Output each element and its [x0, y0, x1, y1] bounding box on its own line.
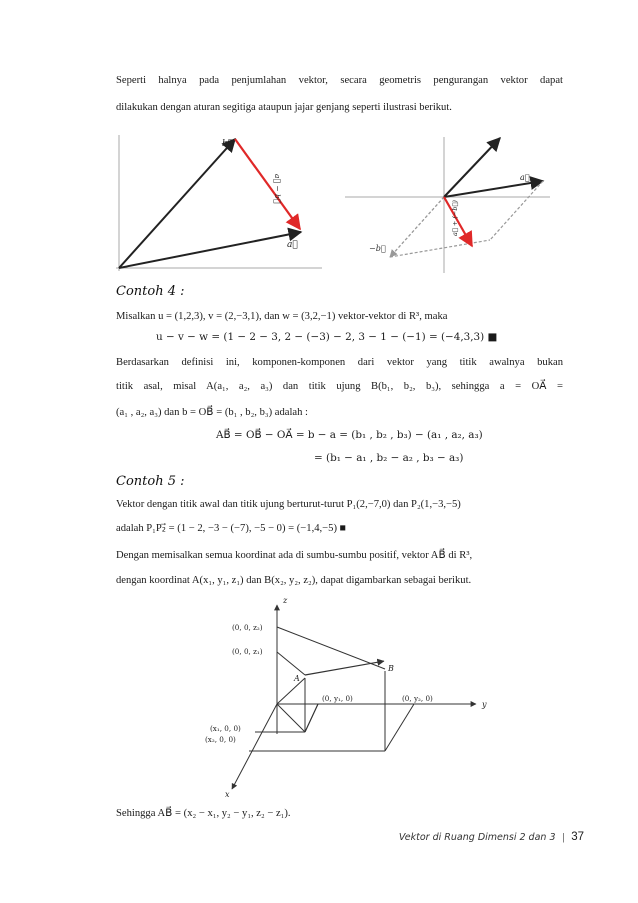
contoh-4-line-1: Misalkan u = (1,2,3), v = (2,−3,1), dan w = (3,2,−1) vektor-vektor di R³, maka [116, 311, 448, 322]
label-a-plus-neg-b: a⃗ + (−b⃗) [451, 200, 459, 236]
dashed-guide-1 [490, 181, 543, 240]
label-neg-b: −b⃗ [369, 244, 386, 253]
label-y1: (0, y₁, 0) [322, 694, 353, 703]
conclusion-line: Sehingga AB⃗ = (x₂ − x₁, y₂ − y₁, z₂ − z₁). [116, 808, 291, 819]
coordinate-3d-figure [232, 605, 476, 789]
right-label-a: a⃗ [520, 173, 530, 182]
right-vector-b-arrow [444, 138, 500, 197]
contoh-4-heading: Contoh 4 : [116, 284, 185, 299]
label-y2: (0, y₂, 0) [402, 694, 433, 703]
b-foot-y [385, 704, 414, 751]
label-x: x [225, 790, 230, 799]
label-B: B [388, 664, 394, 673]
parallelogram-rule-figure [345, 137, 550, 273]
label-a-minus-b: a⃗ − b⃗ [273, 174, 282, 204]
diag-1 [277, 704, 305, 732]
label-z1: (0, 0, z₁) [232, 647, 263, 656]
label-z: z [283, 596, 288, 605]
z1-guide [277, 652, 305, 675]
page-number: 37 [571, 831, 584, 843]
dashed-guide-2 [390, 240, 490, 257]
triangle-rule-figure [116, 135, 322, 271]
label-x2: (x₂, 0, 0) [205, 735, 236, 744]
contoh-5-line-1: Vektor dengan titik awal dan titik ujung berturut-turut P₁(2,−7,0) dan P₂(1,−3,−5) [116, 499, 461, 510]
contoh-5-para-1: Dengan memisalkan semua koordinat ada di sumbu-sumbu positif, vektor AB⃗ di R³, [116, 550, 473, 561]
contoh-5-line-2: adalah P₁P₂⃗ = (1 − 2, −3 − (−7), −5 − 0) = (−1,4,−5) ■ [116, 523, 347, 534]
contoh-4-para-2: titik asal, misal A(a₁, a₂, a₃) dan titik ujung B(b₁, b₂, b₃), sehingga a = OA⃗ = [116, 381, 563, 392]
vector-ab [305, 661, 384, 675]
contoh-4-equation-1: AB⃗ = OB⃗ − OA⃗ = b − a = (b₁ , b₂ , b₃) − (a₁ , a₂, a₃) [216, 429, 483, 441]
vector-a-minus-b-arrow [235, 139, 300, 229]
label-A: A [294, 674, 300, 683]
footer-title: Vektor di Ruang Dimensi 2 dan 3 [398, 832, 556, 843]
label-x1: (x₁, 0, 0) [210, 724, 241, 733]
intro-line-1: Seperti halnya pada penjumlahan vektor, secara geometris pengurangan vektor dapat [116, 75, 563, 86]
footer-separator: | [562, 831, 565, 843]
diag-3 [277, 678, 305, 704]
label-b: b⃗ [222, 139, 234, 149]
contoh-4-line-2: u − v − w = (1 − 2 − 3, 2 − (−3) − 2, 3 − 1 − (−1) = (−4,3,3) ■ [156, 331, 498, 343]
intro-line-2: dilakukan dengan aturan segitiga ataupun jajar genjang seperti ilustrasi berikut. [116, 102, 452, 113]
coordinate-3d-labels [205, 596, 487, 799]
contoh-4-para-1: Berdasarkan definisi ini, komponen-komponen dari vektor yang titik awalnya bukan [116, 357, 563, 368]
contoh-5-para-2: dengan koordinat A(x₁, y₁, z₁) dan B(x₂, y₂, z₂), dapat digambarkan sebagai berikut. [116, 575, 472, 586]
label-z2: (0, 0, z₂) [232, 623, 263, 632]
x-axis [232, 704, 277, 789]
label-y: y [482, 700, 487, 709]
contoh-4-para-3: (a₁ , a₂, a₃) dan b = OB⃗ = (b₁ , b₂, b₃) adalah : [116, 407, 308, 418]
contoh-5-heading: Contoh 5 : [116, 474, 185, 489]
label-a: a⃗ [287, 240, 298, 250]
contoh-4-equation-2: = (b₁ − a₁ , b₂ − a₂ , b₃ − a₃) [314, 452, 464, 464]
right-vector-a-arrow [444, 181, 543, 197]
page-footer [399, 831, 584, 843]
z2-guide [277, 627, 385, 669]
vector-neg-b-arrow [390, 197, 444, 257]
diag-2 [305, 704, 318, 732]
